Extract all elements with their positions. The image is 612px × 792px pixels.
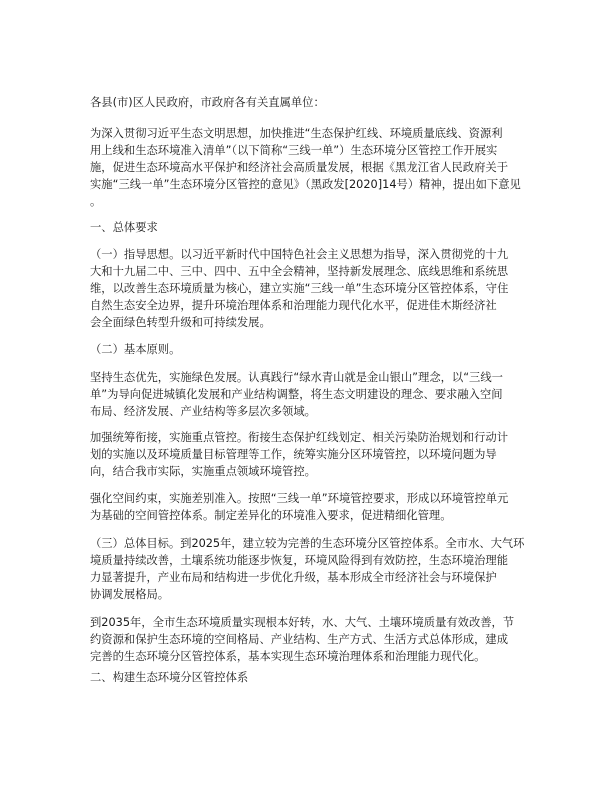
principle-line: 强化空间约束，实施差别准入。按照“三线一单”环境管控要求，形成以环境管控单元 <box>90 492 509 505</box>
principle-paragraph-3 <box>90 490 524 524</box>
principle-line: 加强统筹衔接，实施重点管控。衔接生态保护红线划定、相关污染防治规划和行动计 <box>90 431 508 444</box>
section-heading-1 <box>90 219 524 236</box>
guiding-line: 维，以改善生态环境质量为核心，建立实施“三线一单”生态环境分区管控体系，守住 <box>90 282 509 295</box>
heading-line: 一、总体要求 <box>90 221 158 234</box>
principle-line: 向，结合我市实际，实施重点领域环境管控。 <box>90 465 316 478</box>
goals-line: 协调发展格局。 <box>90 588 170 601</box>
goals-line: 力显著提升，产业布局和结构进一步优化升级，基本形成全市经济社会与环境保护 <box>90 571 497 584</box>
goals-2035-line: 约资源和保护生态环境的空间格局、产业结构、生产方式、生活方式总体形成，建成 <box>90 633 508 646</box>
salutation <box>90 94 524 111</box>
principle-line: 布局、经济发展、产业结构等多层次多领域。 <box>90 405 316 418</box>
principle-line: 单”为导向促进城镇化发展和产业结构调整，将生态文明建设的理念、要求融入空间 <box>90 388 503 401</box>
section-heading-2 <box>90 669 524 686</box>
guiding-line: （一）指导思想。以习近平新时代中国特色社会主义思想为指导，深入贯彻党的十九 <box>90 248 508 261</box>
principles-title <box>90 341 524 358</box>
principle-line: 划的实施以及环境质量目标管理等工作，统筹实施分区环境管控，以环境问题为导 <box>90 448 497 461</box>
principle-paragraph-1 <box>90 369 524 420</box>
guiding-paragraph <box>90 246 524 331</box>
guiding-line: 大和十九届二中、三中、四中、五中全会精神，坚持新发展理念、底线思维和系统思 <box>90 265 508 278</box>
guiding-line: 会全面绿色转型升级和可持续发展。 <box>90 316 271 329</box>
intro-line: 实施“三线一单”生态环境分区管控的意见》（黑政发[2020]14号）精神，提出如下意见 <box>90 178 521 191</box>
guiding-line: 自然生态安全边界，提升环境治理体系和治理能力现代化水平，促进佳木斯经济社 <box>90 299 497 312</box>
goals-line: 境质量持续改善，土壤系统功能逐步恢复，环境风险得到有效防控，生态环境治理能 <box>90 554 508 567</box>
intro-line: 为深入贯彻习近平生态文明思想，加快推进“生态保护红线、环境质量底线、资源利 <box>90 127 503 140</box>
goals-paragraph <box>90 535 524 603</box>
principle-line: 为基础的空间管控体系。制定差异化的环境准入要求，促进精细化管理。 <box>90 509 452 522</box>
heading-line: 二、构建生态环境分区管控体系 <box>90 671 249 684</box>
principle-line: 坚持生态优先，实施绿色发展。认真践行“绿水青山就是金山银山”理念，以“三线一 <box>90 371 503 384</box>
intro-paragraph <box>90 125 524 210</box>
goals-line: （三）总体目标。到2025年，建立较为完善的生态环境分区管控体系。全市水、大气环 <box>90 537 525 550</box>
salutation-line: 各县(市)区人民政府，市政府各有关直属单位： <box>90 96 325 109</box>
goals-2035-line: 到2035年，全市生态环境质量实现根本好转，水、大气、土壤环境质量有效改善，节 <box>90 616 515 629</box>
intro-line: 施，促进生态环境高水平保护和经济社会高质量发展，根据《黑龙江省人民政府关于 <box>90 161 508 174</box>
intro-line: 。 <box>90 195 102 208</box>
principles-title-line: （二）基本原则。 <box>90 343 181 356</box>
principle-paragraph-2 <box>90 429 524 480</box>
intro-line: 用上线和生态环境准入清单”（以下简称“三线一单”）生态环境分区管控工作开展实 <box>90 144 498 157</box>
goals-2035-paragraph <box>90 614 524 665</box>
goals-2035-line: 完善的生态环境分区管控体系，基本实现生态环境治理体系和治理能力现代化。 <box>90 650 486 663</box>
